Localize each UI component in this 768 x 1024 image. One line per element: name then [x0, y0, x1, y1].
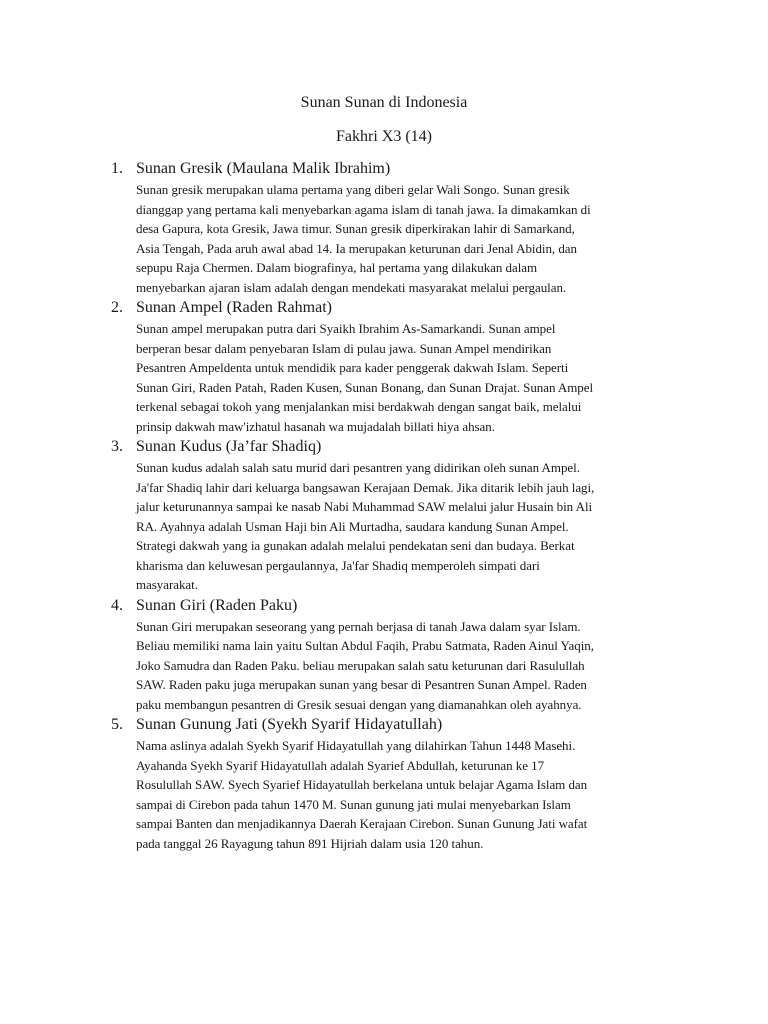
list-item-number: 5.: [111, 716, 123, 733]
list-item-sunan-gunung-jati: [111, 714, 671, 853]
list-item-number: 2.: [111, 299, 123, 316]
list-item-heading: Sunan Kudus (Ja’far Shadiq): [136, 438, 322, 455]
sunan-list: [111, 158, 671, 853]
list-item-sunan-giri: [111, 595, 671, 715]
body-line: Sunan Giri, Raden Patah, Raden Kusen, Sunan Bonang, dan Sunan Drajat. Sunan Ampel: [136, 379, 594, 395]
list-item-number: 3.: [111, 438, 123, 455]
list-item-heading: Sunan Gunung Jati (Syekh Syarif Hidayatullah): [136, 716, 443, 733]
body-line: sepupu Raja Chermen. Dalam biografinya, hal pertama yang dilakukan dalam: [136, 260, 538, 275]
list-item-sunan-ampel: [111, 297, 671, 436]
body-line: Sunan gresik merupakan ulama pertama yang diberi gelar Wali Songo. Sunan gresik: [136, 182, 570, 197]
list-item-sunan-gresik: [111, 158, 671, 297]
body-line: Pesantren Ampeldenta untuk mendidik para kader penggerak dakwah Islam. Seperti: [136, 360, 569, 375]
list-item-body: [136, 180, 671, 297]
body-line: RA. Ayahnya adalah Usman Haji bin Ali Murtadha, saudara kandung Sunan Ampel.: [136, 518, 569, 534]
document-title: Sunan Sunan di Indonesia: [300, 94, 468, 111]
body-line: menyebarkan ajaran islam adalah dengan mendekati masyarakat melalui pergaulan.: [136, 279, 567, 295]
body-line: pada tanggal 26 Rayagung tahun 891 Hijriah dalam usia 120 tahun.: [136, 835, 484, 851]
body-line: masyarakat.: [136, 577, 198, 592]
body-line: sampai Banten dan menjadikannya Daerah Kerajaan Cirebon. Sunan Gunung Jati wafat: [136, 816, 588, 831]
body-line: Asia Tengah, Pada aruh awal abad 14. Ia merupakan keturunan dari Jenal Abidin, dan: [136, 240, 577, 256]
body-line: Sunan ampel merupakan putra dari Syaikh Ibrahim As-Samarkandi. Sunan ampel: [136, 321, 556, 336]
body-line: Strategi dakwah yang ia gunakan adalah melalui pendekatan seni dan budaya. Berkat: [136, 538, 575, 553]
list-item-sunan-kudus: [111, 436, 671, 595]
body-line: Ayahanda Syekh Syarif Hidayatullah adalah Syarief Abdullah, keturunan ke 17: [136, 757, 545, 773]
list-item-body: [136, 319, 671, 436]
body-line: Rosulullah SAW. Syech Syarief Hidayatullah berkelana untuk belajar Agama Islam dan: [136, 777, 588, 792]
body-line: berperan besar dalam penyebaran Islam di pulau jawa. Sunan Ampel mendirikan: [136, 340, 552, 356]
body-line: Ja'far Shadiq lahir dari keluarga bangsawan Kerajaan Demak. Jika ditarik lebih jauh lagi,: [136, 479, 595, 495]
body-line: Nama aslinya adalah Syekh Syarif Hidayatullah yang dilahirkan Tahun 1448 Masehi.: [136, 738, 576, 753]
body-line: kharisma dan keluwesan pergaulannya, Ja'far Shadiq memperoleh simpati dari: [136, 557, 540, 573]
body-line: sampai di Cirebon pada tahun 1470 M. Sunan gunung jati mulai menyebarkan Islam: [136, 796, 571, 812]
list-item-body: [136, 617, 671, 715]
body-line: Sunan kudus adalah salah satu murid dari pesantren yang didirikan oleh sunan Ampel.: [136, 460, 580, 475]
list-item-number: 1.: [111, 160, 123, 177]
body-line: jalur keturunannya sampai ke nasab Nabi Muhammad SAW melalui jalur Husain bin Ali: [136, 499, 593, 514]
body-line: desa Gapura, kota Gresik, Jawa timur. Sunan gresik diperkirakan lahir di Samarkand,: [136, 221, 575, 236]
body-line: Joko Samudra dan Raden Paku. beliau merupakan salah satu keturunan dari Rasulullah: [136, 657, 585, 673]
list-item-body: [136, 736, 671, 853]
list-item-heading: Sunan Giri (Raden Paku): [136, 596, 298, 614]
body-line: SAW. Raden paku juga merupakan sunan yang besar di Pesantren Sunan Ampel. Raden: [136, 677, 587, 692]
document-author: Fakhri X3 (14): [336, 128, 432, 145]
list-item-heading: Sunan Ampel (Raden Rahmat): [136, 299, 332, 316]
body-line: Sunan Giri merupakan seseorang yang pernah berjasa di tanah Jawa dalam syar Islam.: [136, 618, 581, 634]
body-line: paku membangun pesantren di Gresik sesuai dengan yang diamanahkan oleh ayahnya.: [136, 696, 582, 712]
list-item-body: [136, 458, 671, 595]
body-line: terkenal sebagai tokoh yang menjalankan misi berdakwah dengan sangat baik, melalui: [136, 399, 582, 414]
list-item-heading: Sunan Gresik (Maulana Malik Ibrahim): [136, 160, 391, 177]
body-line: prinsip dakwah maw'izhatul hasanah wa mujadalah billati hiya ahsan.: [136, 418, 495, 434]
list-item-number: 4.: [111, 596, 123, 614]
body-line: Beliau memiliki nama lain yaitu Sultan Abdul Faqih, Prabu Satmata, Raden Ainul Yaqin,: [136, 638, 594, 653]
body-line: dianggap yang pertama kali menyebarkan agama islam di tanah jawa. Ia dimakamkan di: [136, 201, 591, 217]
